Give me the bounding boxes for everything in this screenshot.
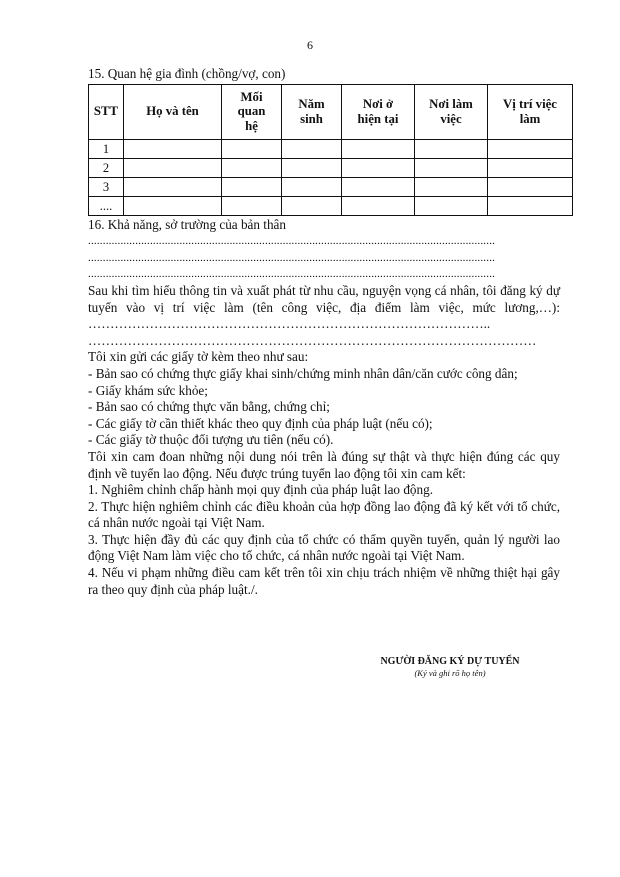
document-item: - Giấy khám sức khỏe; [88, 382, 208, 398]
document-body [88, 66, 560, 598]
signature-note: (Ký và ghi rõ họ tên) [414, 668, 486, 678]
table-row [89, 158, 573, 177]
workplace-cell[interactable] [415, 196, 488, 215]
workplace-cell[interactable] [415, 158, 488, 177]
relation-cell[interactable] [222, 139, 282, 158]
document-item: - Các giấy tờ cần thiết khác theo quy định của pháp luật (nếu có); [88, 415, 433, 431]
position-cell[interactable] [488, 139, 573, 158]
column-header-name: Họ và tên [124, 84, 222, 139]
page-number: 6 [307, 38, 313, 52]
signature-title: NGƯỜI ĐĂNG KÝ DỰ TUYỂN [380, 656, 520, 667]
workplace-cell[interactable] [415, 177, 488, 196]
document-item: - Bản sao có chứng thực giấy khai sinh/chứng minh nhân dân/căn cước công dân; [88, 365, 518, 381]
document-item: - Các giấy tờ thuộc đối tượng ưu tiên (nếu có). [88, 432, 334, 448]
commitment-item: 4. Nếu vi phạm những điều cam kết trên tôi xin chịu trách nhiệm về những thiệt hại gây ra theo quy định của pháp luật./. [88, 565, 560, 597]
table-row [89, 196, 573, 215]
column-header-birth-year: Năm sinh [282, 84, 342, 139]
signature-block [330, 656, 570, 679]
name-cell[interactable] [124, 177, 222, 196]
column-header-residence: Nơi ở hiện tại [342, 84, 415, 139]
documents-heading: Tôi xin gửi các giấy tờ kèm theo như sau: [88, 349, 309, 365]
table-row [89, 177, 573, 196]
relation-cell[interactable] [222, 177, 282, 196]
position-cell[interactable] [488, 158, 573, 177]
dotted-answer-line[interactable]: .......................................................................................................................................... [88, 251, 496, 264]
column-header-stt: STT [89, 84, 124, 139]
residence-cell[interactable] [342, 139, 415, 158]
workplace-cell[interactable] [415, 139, 488, 158]
name-cell[interactable] [124, 196, 222, 215]
dotted-answer-line[interactable]: .......................................................................................................................................... [88, 235, 496, 248]
column-header-workplace: Nơi làm việc [415, 84, 488, 139]
row-number: 3 [89, 177, 124, 196]
birth-year-cell[interactable] [282, 196, 342, 215]
name-cell[interactable] [124, 139, 222, 158]
commitment-item: 3. Thực hiện đầy đủ các quy định của tổ chức có thẩm quyền tuyển, quản lý người lao động Việt Nam làm việc cho tổ chức, cá nhân nước ngoài tại Việt Nam. [88, 531, 560, 564]
birth-year-cell[interactable] [282, 139, 342, 158]
residence-cell[interactable] [342, 196, 415, 215]
relation-cell[interactable] [222, 196, 282, 215]
family-relations-table [88, 84, 573, 216]
dotted-answer-line[interactable]: .......................................................................................................................................... [88, 268, 496, 281]
residence-cell[interactable] [342, 177, 415, 196]
column-header-position: Vị trí việc làm [488, 84, 573, 139]
column-header-relation: Mối quan hệ [222, 84, 282, 139]
section-15-heading: 15. Quan hệ gia đình (chồng/vợ, con) [88, 66, 286, 81]
intro-continuation-line[interactable]: ………………………………………………………………………………………… [88, 332, 537, 348]
name-cell[interactable] [124, 158, 222, 177]
commitment-item: 2. Thực hiện nghiêm chỉnh các điều khoản của hợp đồng lao động đã ký kết với tổ chức, cá nhân nước ngoài tại Việt Nam. [88, 498, 560, 531]
commitment-intro: Tôi xin cam đoan những nội dung nói trên là đúng sự thật và thực hiện đúng các quy định về tuyển lao động. Nếu được trúng tuyển lao động tôi xin cam kết: [88, 448, 560, 481]
row-number: .... [89, 196, 124, 215]
birth-year-cell[interactable] [282, 158, 342, 177]
residence-cell[interactable] [342, 158, 415, 177]
row-number: 2 [89, 158, 124, 177]
intro-paragraph: Sau khi tìm hiểu thông tin và xuất phát từ nhu cầu, nguyện vọng cá nhân, tôi đăng ký dự tuyển vào vị trí việc làm (tên công việc, địa điểm làm việc, mức lương,…): ……………………………………………………………………………….. [88, 282, 560, 332]
section-16-heading: 16. Khả năng, sở trường của bản thân [88, 216, 286, 232]
birth-year-cell[interactable] [282, 177, 342, 196]
relation-cell[interactable] [222, 158, 282, 177]
position-cell[interactable] [488, 177, 573, 196]
position-cell[interactable] [488, 196, 573, 215]
row-number: 1 [89, 139, 124, 158]
commitment-item: 1. Nghiêm chỉnh chấp hành mọi quy định của pháp luật lao động. [88, 482, 433, 498]
table-header-row [89, 84, 573, 139]
table-row [89, 139, 573, 158]
document-item: - Bản sao có chứng thực văn bằng, chứng chỉ; [88, 399, 330, 415]
